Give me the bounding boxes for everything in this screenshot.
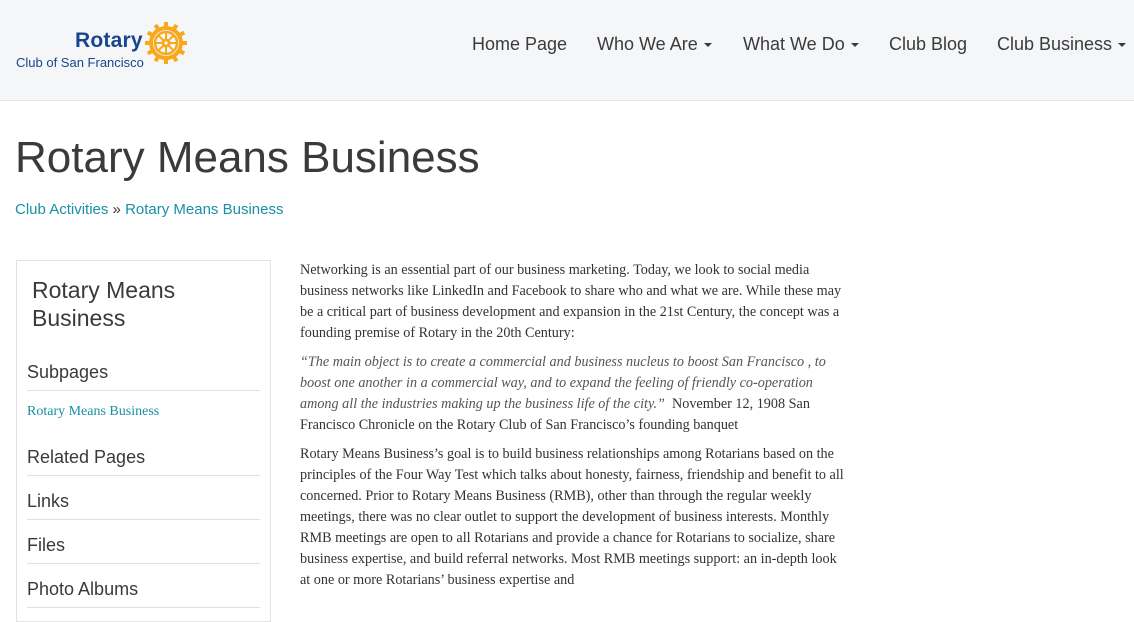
founding-quote: “The main object is to create a commercial and business nucleus to boost San Francisco , to boost one another in a commercial way, and to expand the feeling of friendly co-operation among all the industries making up the business life of the city.”: [300, 354, 826, 412]
sidebar-heading-links[interactable]: Links: [27, 491, 260, 520]
breadcrumb-separator: »: [108, 201, 126, 218]
intro-paragraph: Networking is an essential part of our business marketing. Today, we look to social media business networks like LinkedIn and Facebook to share who and what we are. While these may be a critical part of business development and expansion in the 21st Century, the concept was a founding premise of Rotary in the 20th Century:: [300, 262, 842, 341]
rotary-logo[interactable]: [15, 22, 190, 72]
quote-source: November 12, 1908 San Francisco Chronicle on the Rotary Club of San Francisco’s founding banquet: [300, 396, 814, 433]
breadcrumb: [15, 201, 283, 218]
nav-label: Club Business: [997, 34, 1113, 54]
sidebar-title: Rotary Means Business: [32, 277, 176, 331]
breadcrumb-parent-link[interactable]: Club Activities: [15, 201, 109, 218]
nav-club-business[interactable]: [997, 34, 1126, 55]
sidebar: [16, 260, 271, 622]
nav-label: Who We Are: [597, 34, 698, 54]
logo-wordmark: Rotary: [75, 29, 143, 52]
site-header: [0, 0, 1134, 101]
nav-label: Home Page: [472, 34, 568, 54]
article-body: [300, 260, 845, 599]
nav-club-blog[interactable]: [889, 34, 967, 55]
nav-who-we-are[interactable]: [597, 34, 712, 55]
page-title: Rotary Means Business: [15, 133, 480, 182]
nav-home-page[interactable]: [472, 34, 567, 55]
logo-subtitle: Club of San Francisco: [16, 55, 144, 70]
caret-down-icon: [851, 43, 859, 47]
rotary-wheel-icon: [145, 22, 187, 64]
sidebar-heading-photo-albums[interactable]: Photo Albums: [27, 579, 260, 608]
caret-down-icon: [1118, 43, 1126, 47]
sidebar-heading-files[interactable]: Files: [27, 535, 260, 564]
sidebar-heading-subpages: Subpages: [27, 362, 260, 391]
caret-down-icon: [704, 43, 712, 47]
goal-paragraph: Rotary Means Business’s goal is to build business relationships among Rotarians based on the principles of the Four Way Test which talks about honesty, fairness, friendship and benefit to all concerned. Prior to Rotary Means Business (RMB), other than through the regular weekly meetings, there was no clear outlet to support the development of business interests. Monthly RMB meetings are open to all Rotarians and provide a chance for Rotarians to socialize, share business expertise, and build referral networks. Most RMB meetings support: an in-depth look at one or more Rotarians’ business expertise and: [300, 446, 844, 588]
sidebar-subpage-link[interactable]: Rotary Means Business: [27, 404, 160, 419]
nav-what-we-do[interactable]: [743, 34, 859, 55]
breadcrumb-current-link[interactable]: Rotary Means Business: [125, 201, 284, 218]
quote-paragraph: [300, 352, 845, 436]
nav-label: Club Blog: [889, 34, 968, 54]
sidebar-heading-related-pages[interactable]: Related Pages: [27, 447, 260, 476]
nav-label: What We Do: [743, 34, 845, 54]
